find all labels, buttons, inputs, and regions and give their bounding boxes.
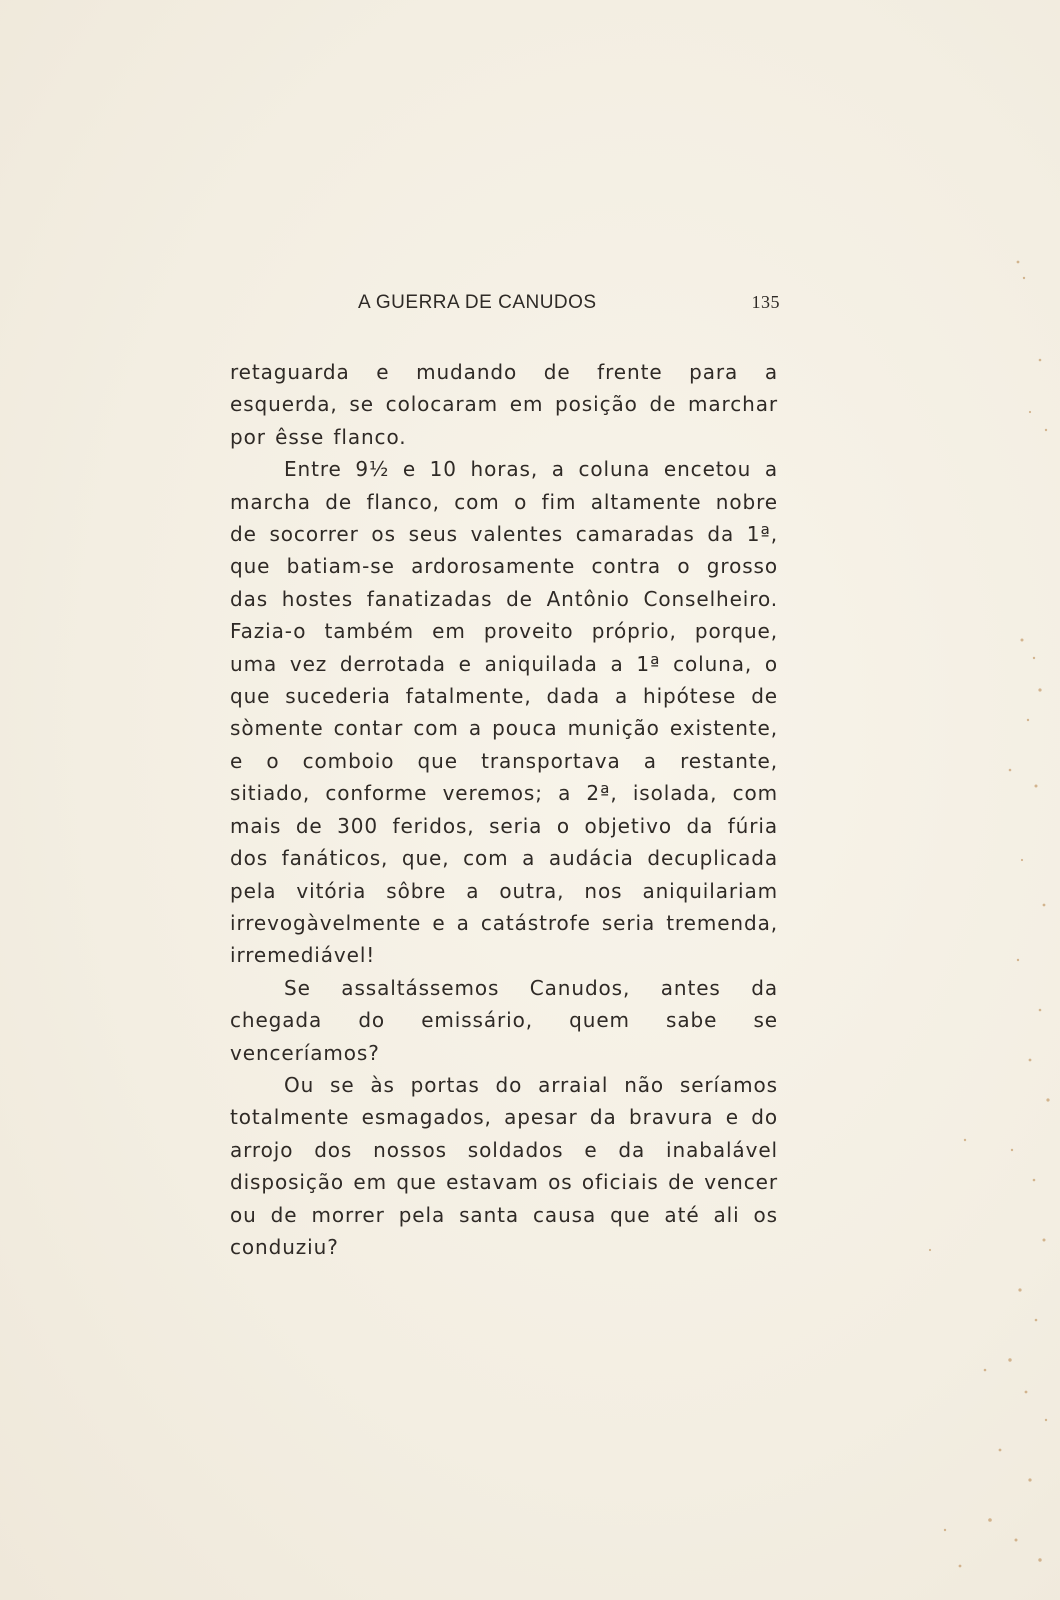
paragraph-2: Entre 9½ e 10 horas, a coluna encetou a marcha de flanco, com o fim altamente nobre de socorrer os seus valentes camaradas da 1ª, que batiam-se ardorosamente contra o grosso das hostes fanatizadas de Antônio Conselheiro. Fazia-o também em proveito próprio, porque, uma vez derrotada e aniquilada a 1ª coluna, o que sucederia fatalmente, dada a hipótese de sòmente contar com a pouca munição existente, e o comboio que transportava a restante, sitiado, conforme veremos; a 2ª, isolada, com mais de 300 feridos, seria o objetivo da fúria dos fanáticos, que, com a audácia decuplicada pela vitória sôbre a outra, nos aniquilariam irrevogàvelmente e a catástrofe seria tremenda, irremediável! — [230, 457, 778, 968]
running-title: A GUERRA DE CANUDOS — [358, 292, 597, 313]
paragraph-1: retaguarda e mudando de frente para a esquerda, se colocaram em posição de marchar por êsse flanco. — [230, 360, 778, 449]
page-number: 135 — [751, 292, 780, 312]
body-text — [230, 356, 778, 1263]
running-header — [230, 292, 790, 322]
paragraph-3: Se assaltássemos Canudos, antes da chegada do emissário, quem sabe se venceríamos? — [230, 975, 778, 1065]
paragraph-4: Ou se às portas do arraial não seríamos totalmente esmagados, apesar da bravura e do arrojo dos nossos soldados e da inabalável disposição em que estavam os oficiais de vencer ou de morrer pela santa causa que até ali os conduziu? — [230, 1072, 778, 1259]
